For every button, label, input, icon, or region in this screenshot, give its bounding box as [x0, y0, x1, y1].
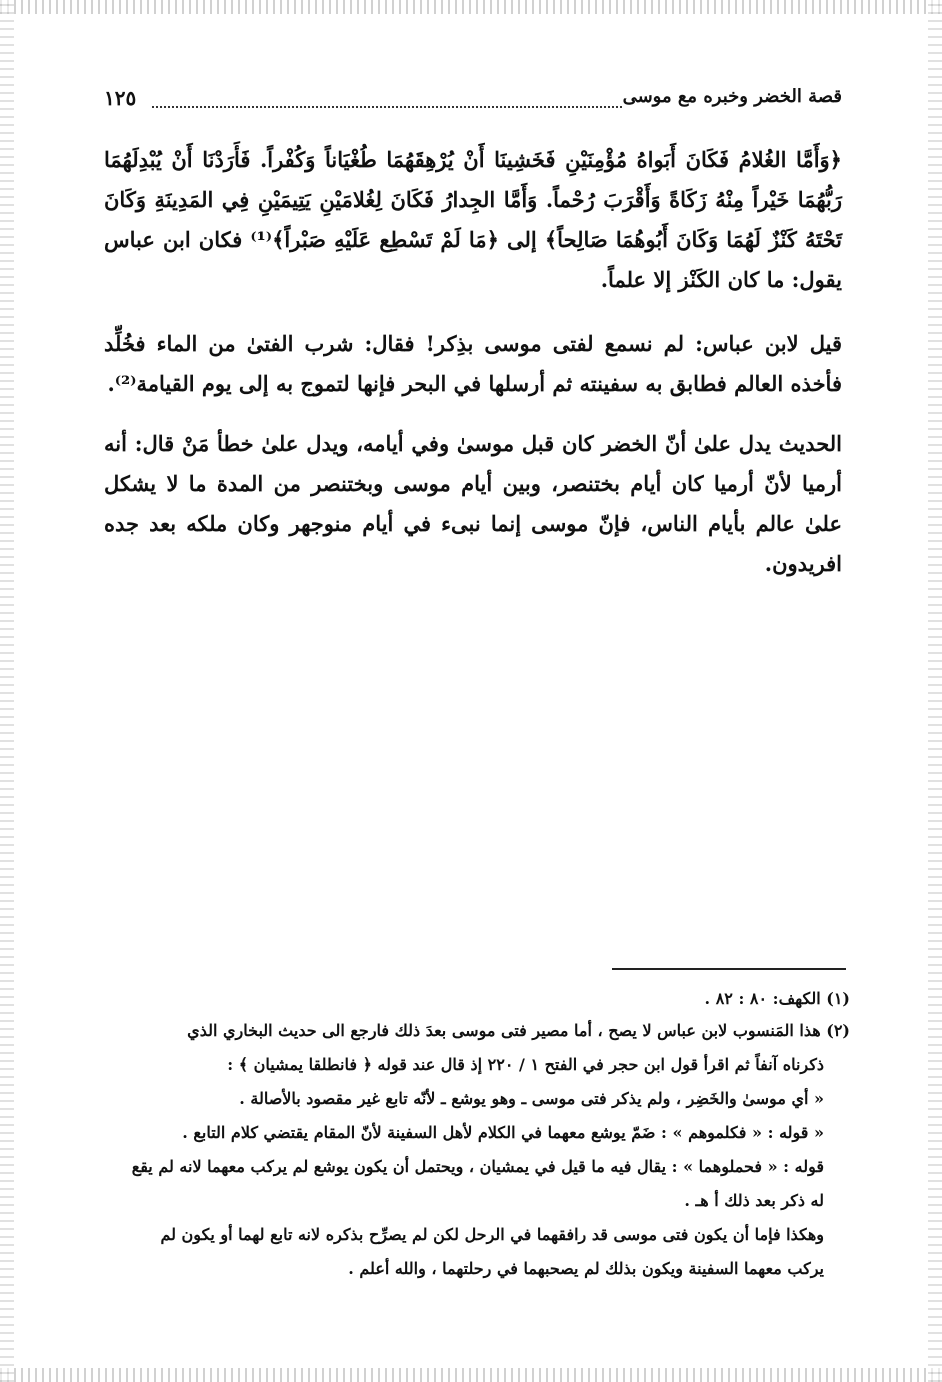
header-dot-leader: [152, 106, 622, 108]
page-number: ١٢٥: [104, 86, 137, 110]
paragraph-quran-quote: ﴿وَأَمَّا الغُلامُ فَكَانَ أَبَواهُ مُؤْمِنَيْنِ فَخَشِينَا أَنْ يُرْهِقَهُمَا طُغْيَاناً وَكُفْراً. فَأَرَدْنَا أَنْ يُبْدِلَهُمَا رَبُّهُمَا خَيْراً مِنْهُ زَكَاةً وَأَقْرَبَ رُحْماً. وَأَمَّا الجِدارُ فَكَانَ لِغُلامَيْنِ يَتِيمَيْنِ فِي المَدِينَةِ وَكَانَ تَحْتَهُ كَنْزٌ لَهُمَا وَكَانَ أَبُوهُمَا صَالِحاً﴾ إلى ﴿مَا لَمْ تَسْطِع عَلَيْهِ صَبْراً﴾⁽¹⁾ فكان ابن عباس يقول: ما كان الكَنْز إلا علماً.: [104, 147, 842, 292]
footnote-1: (١) الكهف: ٨٠ : ٨٢ .: [704, 989, 850, 1008]
footnote-2-line: وهكذا فإما أن يكون فتى موسى قد رافقهما في الرحل لكن لم يصرِّح بذكره لانه تابع لهما أو يكون لم: [160, 1225, 824, 1244]
paragraph-ibn-abbas: قيل لابن عباس: لم نسمع لفتى موسى بذِكر! فقال: شرب الفتىٰ من الماء فخُلِّد فأخذه العالم فطابق به سفينته ثم أرسلها في البحر فإنها لتموج به إلى يوم القيامة⁽²⁾.: [104, 331, 842, 396]
footnote-2-line: ذكرناه آنفاً ثم اقرأ قول ابن حجر في الفتح ١ / ٢٢٠ إذ قال عند قوله ﴿ فانطلقا يمشيان ﴾ :: [227, 1055, 824, 1074]
decorative-border-top: [0, 0, 942, 14]
footnotes: [104, 984, 850, 1286]
footnote-2-line: قوله : « فحملوهما » : يقال فيه ما قيل في يمشيان ، ويحتمل أن يكون يوشع لم يركب معهما لانه لم يقع: [131, 1157, 824, 1176]
footnote-separator: [612, 968, 846, 970]
footnote-2: (٢) هذا المَنسوب لابن عباس لا يصح ، أما مصير فتى موسى بعدَ ذلك فارجع الى حديث البخاري الذي: [187, 1021, 850, 1040]
decorative-border-right: [928, 0, 942, 1382]
running-header: [104, 86, 842, 116]
decorative-border-left: [0, 0, 14, 1382]
paragraph-hadith-comment: الحديث يدل علىٰ أنّ الخضر كان قبل موسىٰ وفي أيامه، ويدل علىٰ خطأ مَنْ قال: أنه أرميا لأنّ أرميا كان أيام بختنصر، وبين أيام موسى وبختنصر من المدة ما لا يشكل علىٰ عالم بأيام الناس، فإنّ موسى إنما نبىء في أيام منوجهر وكان ملكه بعد جده افريدون.: [104, 431, 842, 576]
running-title: قصة الخضر وخبره مع موسى: [622, 86, 842, 107]
footnote-2-line: يركب معهما السفينة ويكون بذلك لم يصحبهما في رحلتهما ، والله أعلم .: [348, 1259, 824, 1278]
decorative-border-bottom: [0, 1368, 942, 1382]
footnote-2-line: « قوله : « فكلموهم » : ضَمّ يوشع معهما في الكلام لأهل السفينة لأنّ المقام يقتضي كلام التابع .: [182, 1123, 824, 1142]
footnote-2-line: « أي موسىٰ والخَضِر ، ولم يذكر فتى موسى ـ وهو يوشع ـ لأنّه تابع غير مقصود بالأصالة .: [239, 1089, 824, 1108]
footnote-2-line: له ذكر بعد ذلك أ هـ .: [684, 1191, 824, 1210]
